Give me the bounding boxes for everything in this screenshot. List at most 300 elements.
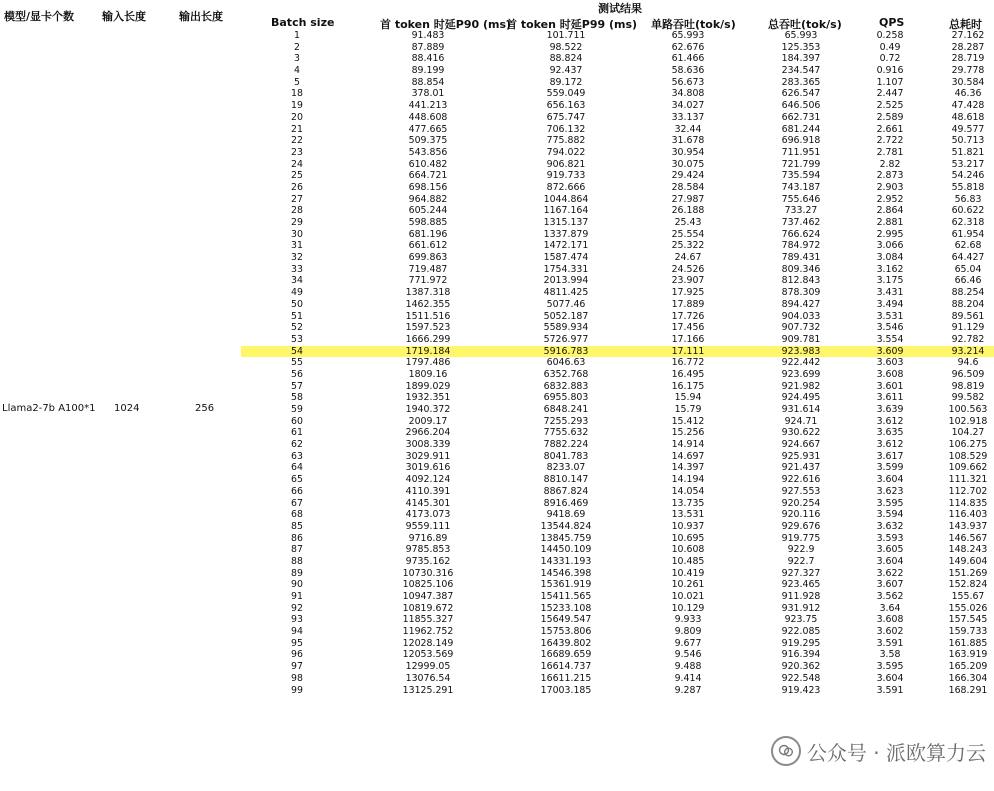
p90-cell: 2966.204 <box>405 427 451 439</box>
p90-cell: 477.665 <box>408 123 448 135</box>
p90-cell: 12028.149 <box>402 637 454 649</box>
qps-cell: 3.562 <box>876 591 904 602</box>
single-throughput-cell: 10.261 <box>671 579 705 591</box>
total-throughput-cell: 743.187 <box>781 181 821 193</box>
batch-size-cell: 95 <box>291 637 303 649</box>
total-throughput-cell: 923.465 <box>781 579 821 591</box>
p99-cell: 92.437 <box>549 65 583 77</box>
total-throughput-cell: 737.462 <box>781 217 821 228</box>
single-throughput-cell: 25.322 <box>671 240 705 252</box>
qps-cell: 3.604 <box>876 555 904 567</box>
p99-cell: 101.711 <box>546 30 586 41</box>
qps-cell: 2.589 <box>876 111 904 123</box>
qps-cell: 3.175 <box>876 275 904 287</box>
single-throughput-cell: 15.79 <box>674 404 702 415</box>
p99-cell: 559.049 <box>546 88 586 100</box>
p99-cell: 675.747 <box>546 111 586 123</box>
qps-cell: 3.531 <box>876 310 904 322</box>
table-row <box>0 77 994 89</box>
single-throughput-cell: 17.111 <box>671 345 705 357</box>
single-throughput-cell: 15.412 <box>671 415 705 427</box>
p99-cell: 17003.185 <box>540 684 592 696</box>
total-throughput-cell: 922.442 <box>781 357 821 369</box>
total-throughput-cell: 924.667 <box>781 439 821 451</box>
qps-cell: 2.952 <box>876 193 904 205</box>
table-row <box>0 322 994 334</box>
p90-cell: 509.375 <box>408 135 448 147</box>
single-throughput-cell: 62.676 <box>671 41 705 53</box>
header-qps: QPS <box>879 16 905 29</box>
p90-cell: 598.885 <box>408 217 448 228</box>
batch-size-cell: 24 <box>291 158 303 170</box>
single-throughput-cell: 25.554 <box>671 228 705 240</box>
results-table-body <box>0 30 994 696</box>
total-time-cell: 60.622 <box>951 205 985 217</box>
p90-cell: 378.01 <box>411 88 445 100</box>
single-throughput-cell: 17.925 <box>671 287 705 299</box>
total-time-cell: 28.719 <box>951 53 985 65</box>
batch-size-cell: 64 <box>291 462 303 474</box>
single-throughput-cell: 14.697 <box>671 450 705 462</box>
qps-cell: 3.591 <box>876 684 904 696</box>
total-time-cell: 94.6 <box>957 357 979 369</box>
p90-cell: 4092.124 <box>405 474 451 486</box>
qps-cell: 2.447 <box>876 88 904 100</box>
batch-size-cell: 94 <box>291 626 303 638</box>
p90-cell: 543.856 <box>408 146 448 158</box>
p99-cell: 1315.137 <box>543 217 589 228</box>
wechat-logo-icon <box>771 736 801 766</box>
single-throughput-cell: 10.695 <box>671 532 705 544</box>
batch-size-cell: 67 <box>291 497 303 509</box>
header-total-time: 总耗时 <box>949 18 982 31</box>
batch-size-cell: 88 <box>291 555 303 567</box>
total-time-cell: 51.821 <box>951 146 985 158</box>
qps-cell: 3.608 <box>876 368 904 380</box>
qps-cell: 2.525 <box>876 100 904 112</box>
p99-cell: 7755.632 <box>543 427 589 439</box>
p90-cell: 681.196 <box>408 228 448 240</box>
p99-cell: 2013.994 <box>543 275 589 287</box>
p99-cell: 15649.547 <box>540 614 592 626</box>
batch-size-cell: 58 <box>291 392 303 404</box>
batch-size-cell: 52 <box>291 322 303 334</box>
single-throughput-cell: 9.414 <box>674 672 702 684</box>
table-row <box>0 194 994 206</box>
p90-cell: 10947.387 <box>402 591 454 602</box>
table-row <box>0 427 994 439</box>
total-throughput-cell: 919.423 <box>781 684 821 696</box>
total-throughput-cell: 929.676 <box>781 520 821 532</box>
watermark <box>771 736 986 766</box>
input-length-value: 1024 <box>114 403 140 414</box>
single-throughput-cell: 29.424 <box>671 170 705 182</box>
table-row <box>0 170 994 182</box>
table-row <box>0 42 994 54</box>
single-throughput-cell: 34.808 <box>671 88 705 100</box>
total-time-cell: 93.214 <box>951 345 985 357</box>
batch-size-cell: 49 <box>291 287 303 299</box>
p99-cell: 16689.659 <box>540 649 592 661</box>
batch-size-cell: 27 <box>291 193 303 205</box>
batch-size-cell: 25 <box>291 170 303 182</box>
table-row <box>0 462 994 474</box>
header-batch-size: Batch size <box>271 16 335 29</box>
total-time-cell: 98.819 <box>951 380 985 392</box>
p90-cell: 10825.106 <box>402 579 454 591</box>
batch-size-cell: 54 <box>291 345 303 357</box>
p99-cell: 775.882 <box>546 135 586 147</box>
p90-cell: 11855.327 <box>402 614 454 626</box>
table-row <box>0 311 994 323</box>
total-time-cell: 106.275 <box>948 439 988 451</box>
single-throughput-cell: 33.137 <box>671 111 705 123</box>
qps-cell: 2.82 <box>879 158 901 170</box>
table-row <box>0 638 994 650</box>
single-throughput-cell: 9.287 <box>674 684 702 696</box>
table-row <box>0 556 994 568</box>
p99-cell: 16614.737 <box>540 661 592 673</box>
p90-cell: 3008.339 <box>405 439 451 451</box>
p90-cell: 4145.301 <box>405 497 451 509</box>
table-row <box>0 521 994 533</box>
single-throughput-cell: 15.94 <box>674 392 702 404</box>
single-throughput-cell: 25.43 <box>674 217 702 228</box>
qps-cell: 3.594 <box>876 509 904 521</box>
p99-cell: 1167.164 <box>543 205 589 217</box>
qps-cell: 3.604 <box>876 672 904 684</box>
p90-cell: 11962.752 <box>402 626 454 638</box>
batch-size-cell: 30 <box>291 228 303 240</box>
batch-size-cell: 22 <box>291 135 303 147</box>
p90-cell: 10819.672 <box>402 602 454 614</box>
watermark-text: 公众号 · 派欧算力云 <box>806 740 986 765</box>
table-row <box>0 229 994 241</box>
p99-cell: 8041.783 <box>543 450 589 462</box>
total-time-cell: 49.577 <box>951 123 985 135</box>
p99-cell: 1754.331 <box>543 263 589 275</box>
p99-cell: 919.733 <box>546 170 586 182</box>
qps-cell: 3.604 <box>876 474 904 486</box>
p90-cell: 9716.89 <box>408 532 448 544</box>
p99-cell: 15753.806 <box>540 626 592 638</box>
total-time-cell: 62.68 <box>954 240 982 252</box>
batch-size-cell: 2 <box>294 41 300 53</box>
p99-cell: 8233.07 <box>546 462 586 474</box>
p90-cell: 1462.355 <box>405 298 451 310</box>
total-time-cell: 48.618 <box>951 111 985 123</box>
total-time-cell: 166.304 <box>948 672 988 684</box>
total-throughput-cell: 930.622 <box>781 427 821 439</box>
single-throughput-cell: 10.021 <box>671 591 705 602</box>
total-throughput-cell: 812.843 <box>781 275 821 287</box>
qps-cell: 3.162 <box>876 263 904 275</box>
single-throughput-cell: 56.673 <box>671 76 705 88</box>
total-throughput-cell: 878.309 <box>781 287 821 299</box>
table-row <box>0 124 994 136</box>
p99-cell: 6955.803 <box>543 392 589 404</box>
table-row <box>0 88 994 100</box>
batch-size-cell: 66 <box>291 485 303 497</box>
single-throughput-cell: 24.67 <box>674 252 702 264</box>
batch-size-cell: 21 <box>291 123 303 135</box>
p99-cell: 14546.398 <box>540 567 592 579</box>
table-row <box>0 334 994 346</box>
qps-cell: 2.903 <box>876 181 904 193</box>
table-row <box>0 159 994 171</box>
total-throughput-cell: 921.982 <box>781 380 821 392</box>
qps-cell: 3.617 <box>876 450 904 462</box>
batch-size-cell: 68 <box>291 509 303 521</box>
total-throughput-cell: 894.427 <box>781 298 821 310</box>
single-throughput-cell: 10.485 <box>671 555 705 567</box>
total-throughput-cell: 65.993 <box>784 30 818 41</box>
total-time-cell: 55.818 <box>951 181 985 193</box>
qps-cell: 2.873 <box>876 170 904 182</box>
p90-cell: 610.482 <box>408 158 448 170</box>
batch-size-cell: 26 <box>291 181 303 193</box>
total-throughput-cell: 922.548 <box>781 672 821 684</box>
p90-cell: 1797.486 <box>405 357 451 369</box>
p99-cell: 7255.293 <box>543 415 589 427</box>
total-throughput-cell: 711.951 <box>781 146 821 158</box>
p90-cell: 964.882 <box>408 193 448 205</box>
total-time-cell: 92.782 <box>951 333 985 345</box>
qps-cell: 3.603 <box>876 357 904 369</box>
table-row <box>0 135 994 147</box>
table-row <box>0 416 994 428</box>
p99-cell: 8810.147 <box>543 474 589 486</box>
qps-cell: 3.612 <box>876 415 904 427</box>
table-row <box>0 147 994 159</box>
total-throughput-cell: 904.033 <box>781 310 821 322</box>
total-throughput-cell: 920.254 <box>781 497 821 509</box>
header-total-throughput: 总吞吐(tok/s) <box>768 18 842 31</box>
p99-cell: 16439.802 <box>540 637 592 649</box>
header-output-length: 输出长度 <box>179 10 223 23</box>
table-row <box>0 264 994 276</box>
total-time-cell: 54.246 <box>951 170 985 182</box>
table-row <box>0 486 994 498</box>
p90-cell: 719.487 <box>408 263 448 275</box>
total-throughput-cell: 646.506 <box>781 100 821 112</box>
p90-cell: 88.416 <box>411 53 445 65</box>
p99-cell: 14331.193 <box>540 555 592 567</box>
total-throughput-cell: 924.495 <box>781 392 821 404</box>
p99-cell: 8867.824 <box>543 485 589 497</box>
total-throughput-cell: 923.75 <box>784 614 818 626</box>
batch-size-cell: 99 <box>291 684 303 696</box>
total-time-cell: 116.403 <box>948 509 988 521</box>
single-throughput-cell: 31.678 <box>671 135 705 147</box>
table-row <box>0 533 994 545</box>
qps-cell: 3.602 <box>876 626 904 638</box>
p90-cell: 87.889 <box>411 41 445 53</box>
batch-size-cell: 20 <box>291 111 303 123</box>
p99-cell: 1587.474 <box>543 252 589 264</box>
single-throughput-cell: 17.889 <box>671 298 705 310</box>
single-throughput-cell: 32.44 <box>674 123 702 135</box>
qps-cell: 3.632 <box>876 520 904 532</box>
batch-size-cell: 34 <box>291 275 303 287</box>
p90-cell: 13125.291 <box>402 684 454 696</box>
p99-cell: 1337.879 <box>543 228 589 240</box>
p99-cell: 14450.109 <box>540 544 592 556</box>
single-throughput-cell: 16.175 <box>671 380 705 392</box>
p90-cell: 1387.318 <box>405 287 451 299</box>
batch-size-cell: 93 <box>291 614 303 626</box>
table-row <box>0 685 994 697</box>
qps-cell: 3.595 <box>876 661 904 673</box>
total-throughput-cell: 696.918 <box>781 135 821 147</box>
total-time-cell: 28.287 <box>951 41 985 53</box>
total-throughput-cell: 125.353 <box>781 41 821 53</box>
batch-size-cell: 62 <box>291 439 303 451</box>
total-throughput-cell: 923.699 <box>781 368 821 380</box>
total-time-cell: 50.713 <box>951 135 985 147</box>
qps-cell: 3.608 <box>876 614 904 626</box>
total-time-cell: 91.129 <box>951 322 985 334</box>
qps-cell: 1.107 <box>876 76 904 88</box>
batch-size-cell: 56 <box>291 368 303 380</box>
p99-cell: 794.022 <box>546 146 586 158</box>
batch-size-cell: 97 <box>291 661 303 673</box>
p90-cell: 1899.029 <box>405 380 451 392</box>
header-first-token-p99: 首 token 时延P99 (ms) <box>506 18 638 31</box>
p90-cell: 9735.162 <box>405 555 451 567</box>
total-time-cell: 157.545 <box>948 614 988 626</box>
p99-cell: 13845.759 <box>540 532 592 544</box>
batch-size-cell: 55 <box>291 357 303 369</box>
p99-cell: 5052.187 <box>543 310 589 322</box>
total-time-cell: 143.937 <box>948 520 988 532</box>
single-throughput-cell: 14.054 <box>671 485 705 497</box>
total-time-cell: 148.243 <box>948 544 988 556</box>
p99-cell: 16611.215 <box>540 672 592 684</box>
single-throughput-cell: 10.419 <box>671 567 705 579</box>
p90-cell: 1597.523 <box>405 322 451 334</box>
total-time-cell: 146.567 <box>948 532 988 544</box>
table-row <box>0 673 994 685</box>
total-throughput-cell: 234.547 <box>781 65 821 77</box>
qps-cell: 3.623 <box>876 485 904 497</box>
p90-cell: 91.483 <box>411 30 445 41</box>
qps-cell: 2.661 <box>876 123 904 135</box>
batch-size-cell: 1 <box>294 30 300 41</box>
header-input-length: 输入长度 <box>102 10 146 23</box>
qps-cell: 0.49 <box>879 41 901 53</box>
batch-size-cell: 18 <box>291 88 303 100</box>
batch-size-cell: 28 <box>291 205 303 217</box>
table-row <box>0 357 994 369</box>
total-time-cell: 108.529 <box>948 450 988 462</box>
total-throughput-cell: 927.327 <box>781 567 821 579</box>
p99-cell: 706.132 <box>546 123 586 135</box>
qps-cell: 2.881 <box>876 217 904 228</box>
batch-size-cell: 86 <box>291 532 303 544</box>
single-throughput-cell: 10.608 <box>671 544 705 556</box>
batch-size-cell: 4 <box>294 65 300 77</box>
table-row <box>0 369 994 381</box>
total-throughput-cell: 920.116 <box>781 509 821 521</box>
total-throughput-cell: 626.547 <box>781 88 821 100</box>
batch-size-cell: 96 <box>291 649 303 661</box>
table-row <box>0 591 994 603</box>
qps-cell: 3.639 <box>876 404 904 415</box>
total-throughput-cell: 662.731 <box>781 111 821 123</box>
total-time-cell: 163.919 <box>948 649 988 661</box>
total-time-cell: 109.662 <box>948 462 988 474</box>
p90-cell: 9785.853 <box>405 544 451 556</box>
qps-cell: 3.066 <box>876 240 904 252</box>
p99-cell: 5726.977 <box>543 333 589 345</box>
batch-size-cell: 51 <box>291 310 303 322</box>
single-throughput-cell: 9.677 <box>674 637 702 649</box>
total-time-cell: 155.026 <box>948 602 988 614</box>
p99-cell: 872.666 <box>546 181 586 193</box>
p90-cell: 1809.16 <box>408 368 448 380</box>
batch-size-cell: 65 <box>291 474 303 486</box>
p99-cell: 88.824 <box>549 53 583 65</box>
p90-cell: 2009.17 <box>408 415 448 427</box>
single-throughput-cell: 16.772 <box>671 357 705 369</box>
qps-cell: 0.258 <box>876 30 904 41</box>
qps-cell: 3.599 <box>876 462 904 474</box>
total-time-cell: 102.918 <box>948 415 988 427</box>
qps-cell: 3.595 <box>876 497 904 509</box>
table-row <box>0 287 994 299</box>
total-time-cell: 64.427 <box>951 252 985 264</box>
total-time-cell: 66.46 <box>954 275 982 287</box>
qps-cell: 3.605 <box>876 544 904 556</box>
total-time-cell: 99.582 <box>951 392 985 404</box>
total-time-cell: 114.835 <box>948 497 988 509</box>
table-row <box>0 205 994 217</box>
total-time-cell: 112.702 <box>948 485 988 497</box>
p90-cell: 441.213 <box>408 100 448 112</box>
single-throughput-cell: 16.495 <box>671 368 705 380</box>
table-row <box>0 100 994 112</box>
single-throughput-cell: 24.526 <box>671 263 705 275</box>
p90-cell: 1719.184 <box>405 345 451 357</box>
single-throughput-cell: 17.726 <box>671 310 705 322</box>
qps-cell: 2.781 <box>876 146 904 158</box>
p90-cell: 12999.05 <box>405 661 451 673</box>
p99-cell: 6046.63 <box>546 357 586 369</box>
single-throughput-cell: 9.933 <box>674 614 702 626</box>
single-throughput-cell: 9.546 <box>674 649 702 661</box>
total-throughput-cell: 922.616 <box>781 474 821 486</box>
total-throughput-cell: 922.085 <box>781 626 821 638</box>
total-time-cell: 88.204 <box>951 298 985 310</box>
total-time-cell: 88.254 <box>951 287 985 299</box>
single-throughput-cell: 61.466 <box>671 53 705 65</box>
p99-cell: 6352.768 <box>543 368 589 380</box>
single-throughput-cell: 28.584 <box>671 181 705 193</box>
total-time-cell: 159.733 <box>948 626 988 638</box>
table-row <box>0 112 994 124</box>
total-time-cell: 165.209 <box>948 661 988 673</box>
total-throughput-cell: 911.928 <box>781 591 821 602</box>
batch-size-cell: 98 <box>291 672 303 684</box>
p99-cell: 8916.469 <box>543 497 589 509</box>
total-time-cell: 104.27 <box>951 427 985 439</box>
total-time-cell: 155.67 <box>951 591 985 602</box>
qps-cell: 3.084 <box>876 252 904 264</box>
table-row <box>0 299 994 311</box>
batch-size-cell: 61 <box>291 427 303 439</box>
qps-cell: 3.601 <box>876 380 904 392</box>
